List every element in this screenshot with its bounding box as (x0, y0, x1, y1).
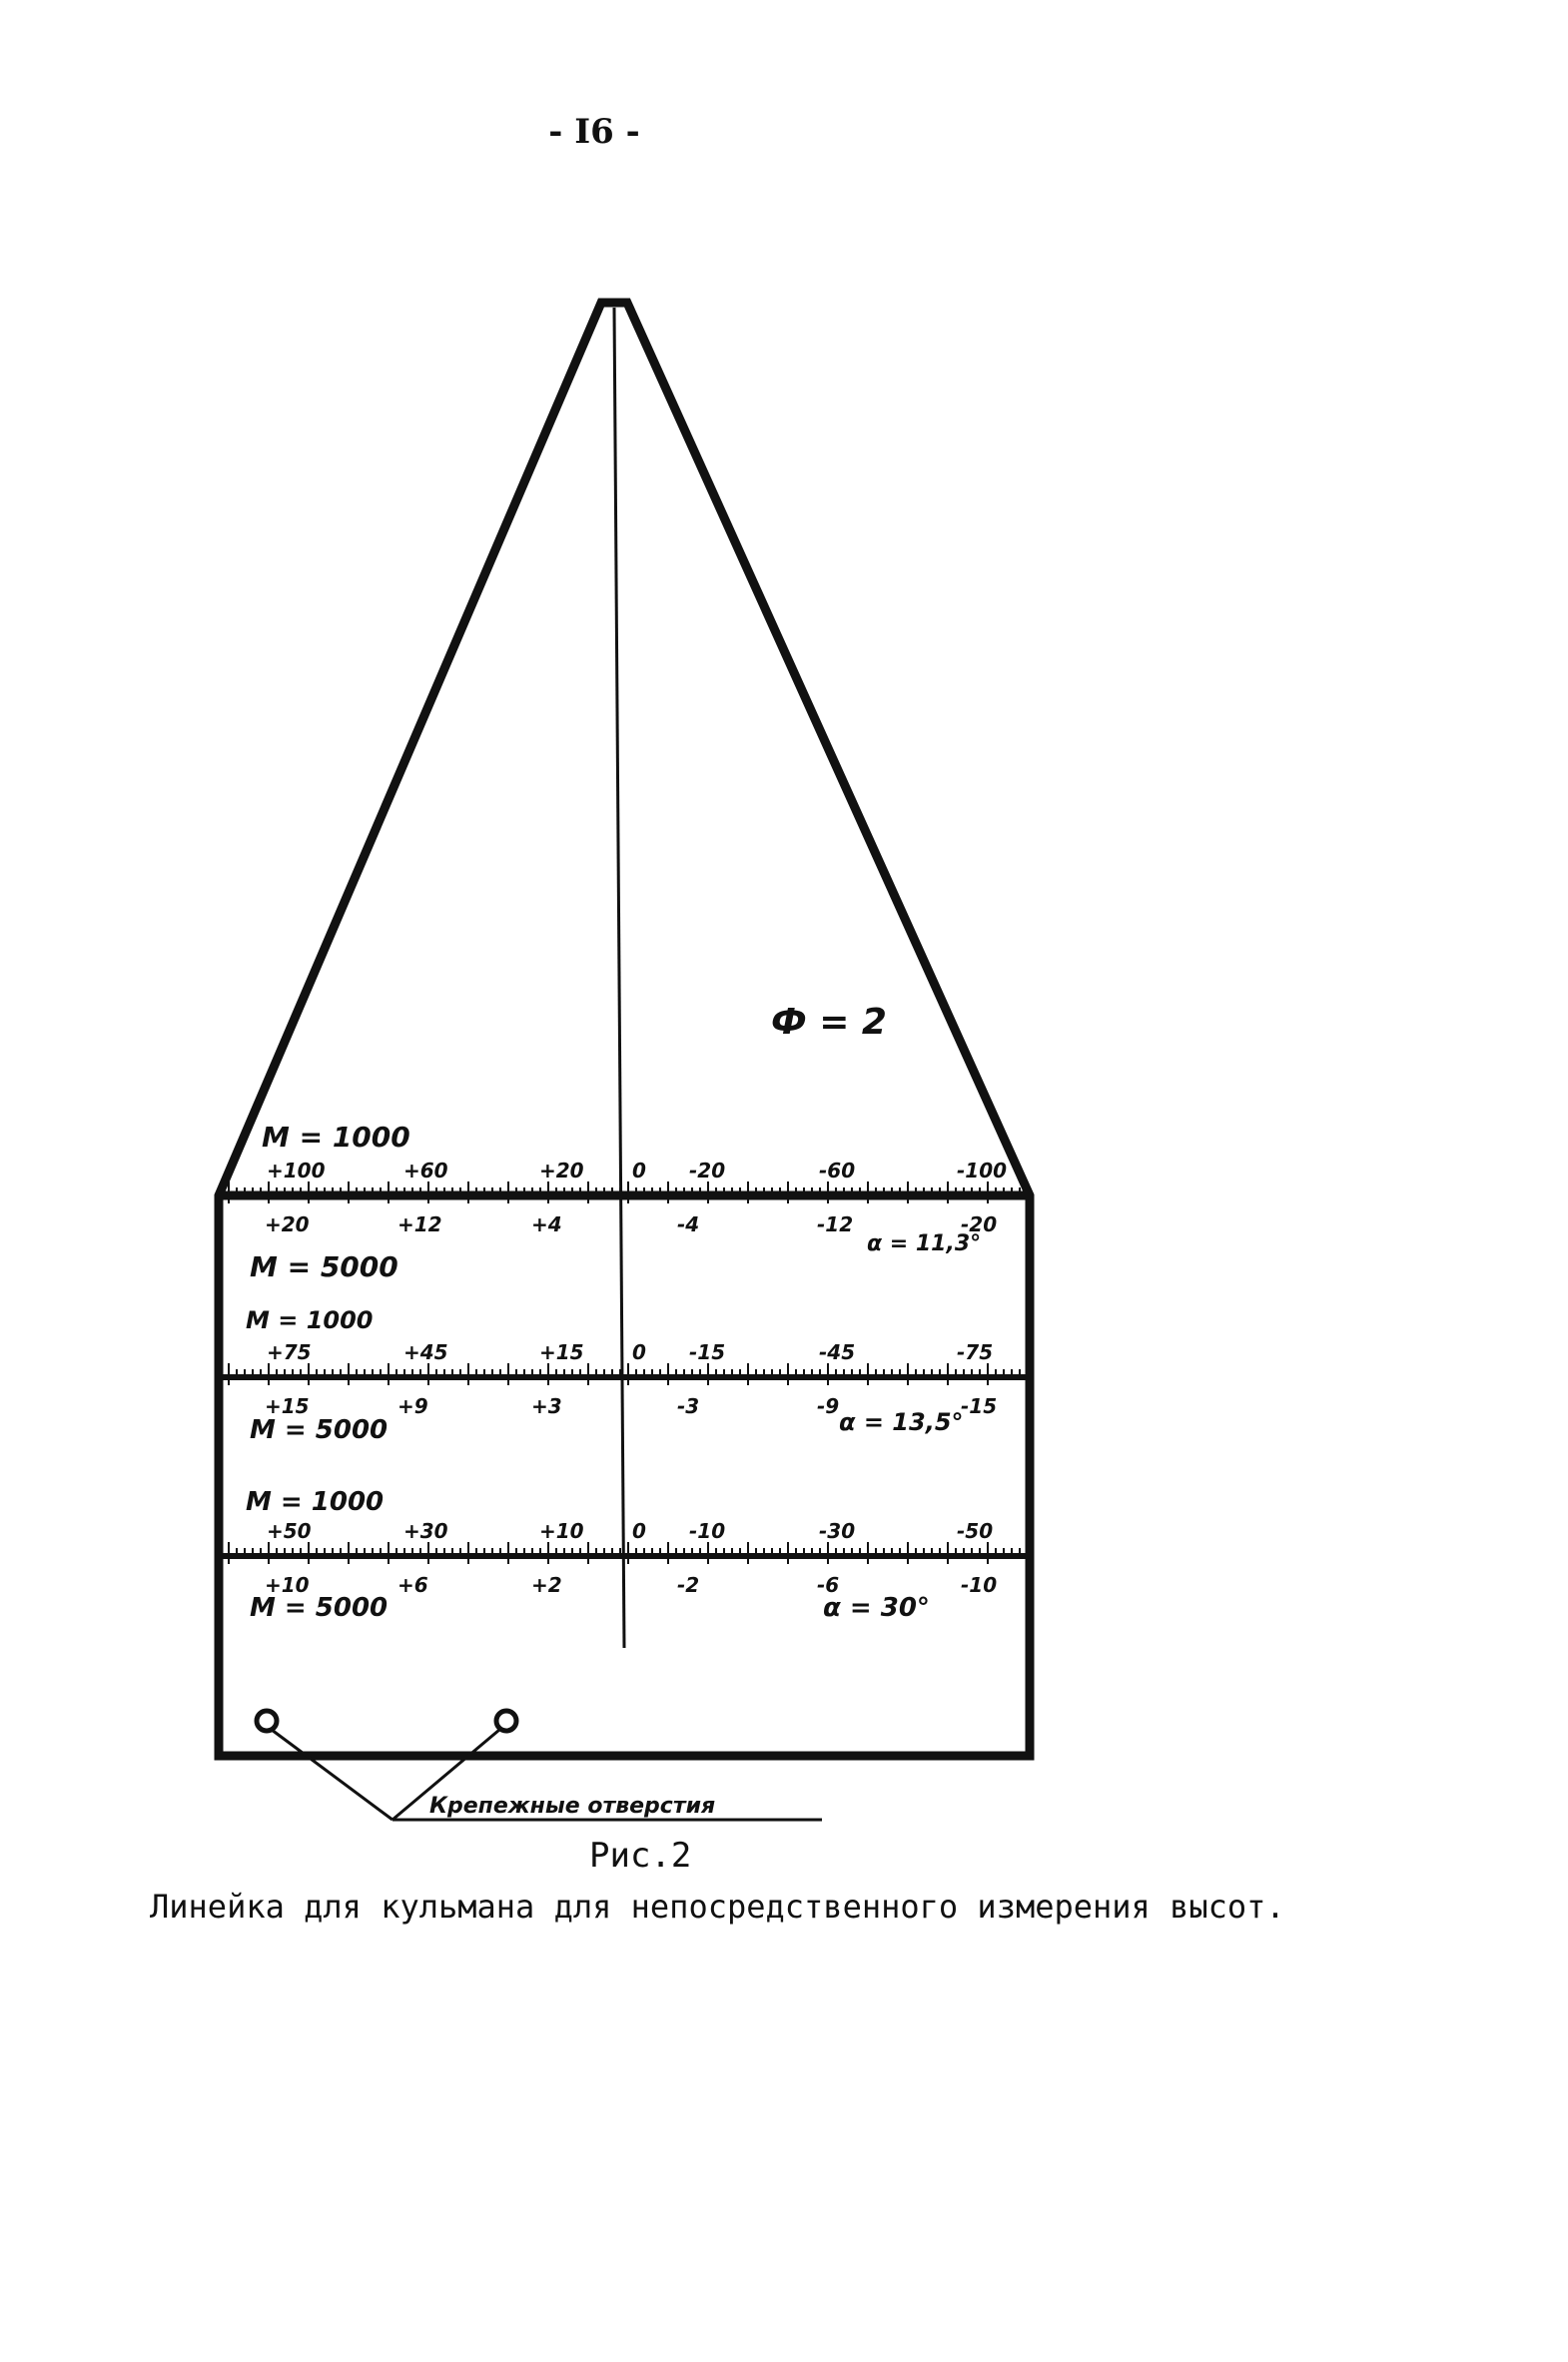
scale3-top-tick-label: +30 (403, 1519, 448, 1543)
scale3-bottom-tick-label: -2 (677, 1573, 700, 1597)
scale1-bottom-tick-label: +12 (397, 1212, 442, 1236)
scale3-bottom-tick-label: +2 (531, 1573, 562, 1597)
scale3-bottom-label: M = 5000 (250, 1593, 389, 1623)
scale2-top-tick-label: 0 (632, 1340, 646, 1364)
scale3-top-tick-label: 0 (632, 1519, 646, 1543)
scale1-top-tick-label: 0 (632, 1159, 646, 1182)
scale3-bottom-tick-label: -6 (817, 1573, 840, 1597)
scale3-top-tick-label: -50 (957, 1519, 994, 1543)
mounting-hole-left (257, 1711, 277, 1731)
factor-label: Ф = 2 (771, 1002, 887, 1043)
scale2-bottom-tick-label: +15 (265, 1394, 310, 1418)
figure-caption-label: Рис.2 (589, 1836, 692, 1876)
scale1-top-tick-label: +60 (403, 1159, 448, 1182)
scale2-top-tick-label: -15 (689, 1340, 726, 1364)
scale1-bottom-tick-label: -4 (677, 1212, 700, 1236)
scale2-bottom-tick-label: -9 (817, 1394, 840, 1418)
scale2-top-tick-label: -45 (819, 1340, 856, 1364)
scale2-bottom-tick-label: +3 (531, 1394, 562, 1418)
scale2-top-tick-label: -75 (957, 1340, 994, 1364)
scale2-bottom-tick-label: -15 (961, 1394, 998, 1418)
scale3-angle: α = 30° (823, 1593, 930, 1623)
scale3-top-tick-label: -30 (819, 1519, 856, 1543)
scale2-top-tick-label: +15 (539, 1340, 584, 1364)
scale1-angle: α = 11,3° (867, 1231, 982, 1256)
leader-line-left (272, 1730, 392, 1820)
scale3-top-tick-label: +50 (267, 1519, 312, 1543)
holes-label: Крепежные отверстия (429, 1794, 716, 1819)
scale2-angle: α = 13,5° (839, 1408, 964, 1436)
scale2-bottom-label: M = 5000 (250, 1415, 389, 1445)
scale2-bottom-tick-label: +9 (397, 1394, 428, 1418)
mounting-hole-right (496, 1711, 516, 1731)
figure-caption-text: Линейка для кульмана для непосредственного измерения высот. (150, 1888, 1285, 1926)
scale1-bottom-label: M = 5000 (250, 1250, 398, 1283)
page-number: - I6 - (548, 112, 640, 152)
scale1-bottom-tick-label: -12 (817, 1212, 854, 1236)
scale1-top-tick-label: -60 (819, 1159, 856, 1182)
scale1-top-tick-label: +100 (267, 1159, 326, 1182)
scale3-top-tick-label: +10 (539, 1519, 584, 1543)
scale3-bottom-tick-label: +10 (265, 1573, 310, 1597)
scale1-top-label: M = 1000 (262, 1121, 410, 1154)
scale3-top-label: M = 1000 (246, 1487, 385, 1517)
scale1-bottom-tick-label: -20 (961, 1212, 998, 1236)
scale1-top-tick-label: -20 (689, 1159, 726, 1182)
scale1-bottom-tick-label: +4 (531, 1212, 562, 1236)
scale2-top-tick-label: +75 (267, 1340, 312, 1364)
scale1-top-tick-label: +20 (539, 1159, 584, 1182)
scale2-top-label: M = 1000 (246, 1306, 374, 1334)
scale3-top-tick-label: -10 (689, 1519, 726, 1543)
scale1-bottom-tick-label: +20 (265, 1212, 310, 1236)
scale2-bottom-tick-label: -3 (677, 1394, 700, 1418)
scale2-top-tick-label: +45 (403, 1340, 448, 1364)
scale1-top-tick-label: -100 (957, 1159, 1008, 1182)
scale3-bottom-tick-label: +6 (397, 1573, 428, 1597)
center-axis (614, 308, 624, 1648)
scale3-bottom-tick-label: -10 (961, 1573, 998, 1597)
